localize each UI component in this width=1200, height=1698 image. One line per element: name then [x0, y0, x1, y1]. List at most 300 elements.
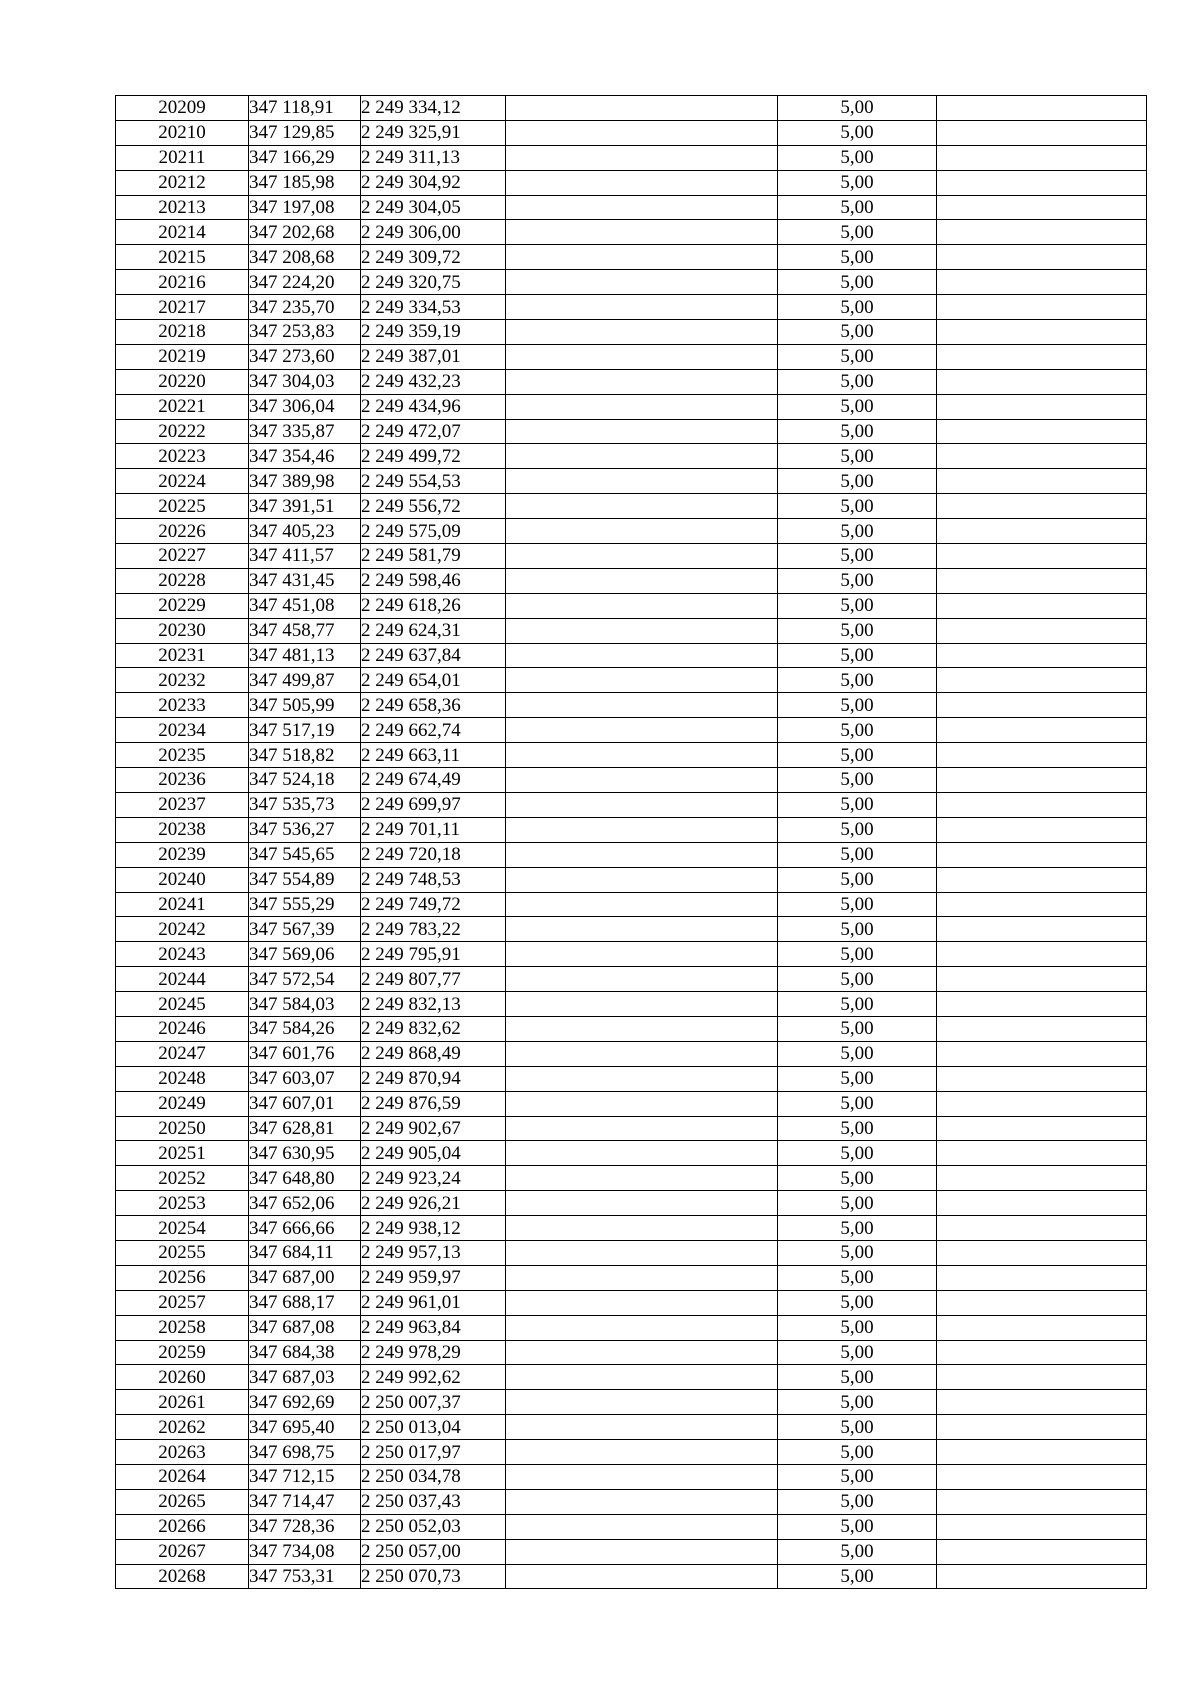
y-coordinate-cell: 2 249 499,72: [361, 444, 506, 469]
y-coordinate-cell: 2 249 720,18: [361, 842, 506, 867]
y-coordinate-cell: 2 249 432,23: [361, 369, 506, 394]
value-cell: 5,00: [778, 145, 937, 170]
empty-column-cell: [937, 120, 1147, 145]
point-number-cell: 20240: [116, 867, 249, 892]
y-coordinate-cell: 2 249 637,84: [361, 643, 506, 668]
value-cell: 5,00: [778, 544, 937, 569]
empty-column-cell: [937, 817, 1147, 842]
empty-column-cell: [506, 593, 778, 618]
table-row: [116, 394, 1147, 419]
table-row: [116, 444, 1147, 469]
x-coordinate-cell: 347 118,91: [249, 96, 361, 121]
empty-column-cell: [937, 992, 1147, 1017]
x-coordinate-cell: 347 481,13: [249, 643, 361, 668]
empty-column-cell: [937, 1290, 1147, 1315]
value-cell: 5,00: [778, 1390, 937, 1415]
y-coordinate-cell: 2 249 309,72: [361, 245, 506, 270]
empty-column-cell: [506, 1464, 778, 1489]
point-number-cell: 20229: [116, 593, 249, 618]
y-coordinate-cell: 2 250 013,04: [361, 1415, 506, 1440]
empty-column-cell: [937, 842, 1147, 867]
point-number-cell: 20245: [116, 992, 249, 1017]
x-coordinate-cell: 347 354,46: [249, 444, 361, 469]
empty-column-cell: [506, 1564, 778, 1589]
empty-column-cell: [506, 394, 778, 419]
y-coordinate-cell: 2 250 052,03: [361, 1514, 506, 1539]
point-number-cell: 20244: [116, 967, 249, 992]
empty-column-cell: [937, 1539, 1147, 1564]
x-coordinate-cell: 347 712,15: [249, 1464, 361, 1489]
empty-column-cell: [506, 768, 778, 793]
point-number-cell: 20268: [116, 1564, 249, 1589]
point-number-cell: 20252: [116, 1166, 249, 1191]
y-coordinate-cell: 2 249 832,62: [361, 1016, 506, 1041]
point-number-cell: 20266: [116, 1514, 249, 1539]
point-number-cell: 20267: [116, 1539, 249, 1564]
value-cell: 5,00: [778, 369, 937, 394]
empty-column-cell: [506, 519, 778, 544]
y-coordinate-cell: 2 249 832,13: [361, 992, 506, 1017]
empty-column-cell: [937, 768, 1147, 793]
point-number-cell: 20259: [116, 1340, 249, 1365]
y-coordinate-cell: 2 249 581,79: [361, 544, 506, 569]
table-row: [116, 817, 1147, 842]
table-row: [116, 1116, 1147, 1141]
empty-column-cell: [937, 892, 1147, 917]
empty-column-cell: [937, 394, 1147, 419]
x-coordinate-cell: 347 628,81: [249, 1116, 361, 1141]
x-coordinate-cell: 347 630,95: [249, 1141, 361, 1166]
value-cell: 5,00: [778, 768, 937, 793]
table-row: [116, 1141, 1147, 1166]
value-cell: 5,00: [778, 1116, 937, 1141]
table-row: [116, 1514, 1147, 1539]
point-number-cell: 20227: [116, 544, 249, 569]
x-coordinate-cell: 347 273,60: [249, 344, 361, 369]
value-cell: 5,00: [778, 817, 937, 842]
empty-column-cell: [506, 1265, 778, 1290]
table-row: [116, 917, 1147, 942]
value-cell: 5,00: [778, 1340, 937, 1365]
point-number-cell: 20258: [116, 1315, 249, 1340]
y-coordinate-cell: 2 249 306,00: [361, 220, 506, 245]
y-coordinate-cell: 2 249 902,67: [361, 1116, 506, 1141]
empty-column-cell: [937, 1191, 1147, 1216]
table-row: [116, 494, 1147, 519]
x-coordinate-cell: 347 545,65: [249, 842, 361, 867]
empty-column-cell: [506, 320, 778, 345]
table-row: [116, 992, 1147, 1017]
value-cell: 5,00: [778, 992, 937, 1017]
value-cell: 5,00: [778, 842, 937, 867]
y-coordinate-cell: 2 250 070,73: [361, 1564, 506, 1589]
value-cell: 5,00: [778, 469, 937, 494]
x-coordinate-cell: 347 166,29: [249, 145, 361, 170]
y-coordinate-cell: 2 250 034,78: [361, 1464, 506, 1489]
y-coordinate-cell: 2 249 663,11: [361, 743, 506, 768]
point-number-cell: 20262: [116, 1415, 249, 1440]
table-row: [116, 1240, 1147, 1265]
point-number-cell: 20210: [116, 120, 249, 145]
value-cell: 5,00: [778, 270, 937, 295]
y-coordinate-cell: 2 249 992,62: [361, 1365, 506, 1390]
point-number-cell: 20254: [116, 1216, 249, 1241]
point-number-cell: 20263: [116, 1440, 249, 1465]
empty-column-cell: [937, 792, 1147, 817]
empty-column-cell: [937, 1390, 1147, 1415]
y-coordinate-cell: 2 249 961,01: [361, 1290, 506, 1315]
point-number-cell: 20226: [116, 519, 249, 544]
y-coordinate-cell: 2 249 807,77: [361, 967, 506, 992]
x-coordinate-cell: 347 688,17: [249, 1290, 361, 1315]
x-coordinate-cell: 347 692,69: [249, 1390, 361, 1415]
empty-column-cell: [937, 195, 1147, 220]
table-row: [116, 344, 1147, 369]
empty-column-cell: [506, 270, 778, 295]
point-number-cell: 20230: [116, 618, 249, 643]
table-row: [116, 768, 1147, 793]
x-coordinate-cell: 347 304,03: [249, 369, 361, 394]
y-coordinate-cell: 2 249 978,29: [361, 1340, 506, 1365]
x-coordinate-cell: 347 555,29: [249, 892, 361, 917]
value-cell: 5,00: [778, 1564, 937, 1589]
point-number-cell: 20260: [116, 1365, 249, 1390]
value-cell: 5,00: [778, 195, 937, 220]
table-row: [116, 270, 1147, 295]
empty-column-cell: [506, 245, 778, 270]
value-cell: 5,00: [778, 718, 937, 743]
empty-column-cell: [937, 668, 1147, 693]
x-coordinate-cell: 347 517,19: [249, 718, 361, 743]
empty-column-cell: [937, 270, 1147, 295]
value-cell: 5,00: [778, 444, 937, 469]
x-coordinate-cell: 347 695,40: [249, 1415, 361, 1440]
value-cell: 5,00: [778, 1091, 937, 1116]
table-row: [116, 1464, 1147, 1489]
empty-column-cell: [937, 967, 1147, 992]
table-row: [116, 1340, 1147, 1365]
empty-column-cell: [937, 618, 1147, 643]
table-row: [116, 120, 1147, 145]
y-coordinate-cell: 2 249 923,24: [361, 1166, 506, 1191]
empty-column-cell: [506, 792, 778, 817]
empty-column-cell: [937, 718, 1147, 743]
empty-column-cell: [506, 544, 778, 569]
value-cell: 5,00: [778, 1265, 937, 1290]
y-coordinate-cell: 2 249 876,59: [361, 1091, 506, 1116]
table-row: [116, 1440, 1147, 1465]
value-cell: 5,00: [778, 1365, 937, 1390]
empty-column-cell: [506, 1216, 778, 1241]
empty-column-cell: [937, 1240, 1147, 1265]
value-cell: 5,00: [778, 1464, 937, 1489]
y-coordinate-cell: 2 250 017,97: [361, 1440, 506, 1465]
value-cell: 5,00: [778, 1539, 937, 1564]
point-number-cell: 20261: [116, 1390, 249, 1415]
y-coordinate-cell: 2 249 938,12: [361, 1216, 506, 1241]
x-coordinate-cell: 347 391,51: [249, 494, 361, 519]
x-coordinate-cell: 347 129,85: [249, 120, 361, 145]
x-coordinate-cell: 347 335,87: [249, 419, 361, 444]
x-coordinate-cell: 347 684,11: [249, 1240, 361, 1265]
x-coordinate-cell: 347 584,03: [249, 992, 361, 1017]
point-number-cell: 20246: [116, 1016, 249, 1041]
value-cell: 5,00: [778, 120, 937, 145]
x-coordinate-cell: 347 208,68: [249, 245, 361, 270]
empty-column-cell: [937, 544, 1147, 569]
empty-column-cell: [506, 195, 778, 220]
table-row: [116, 743, 1147, 768]
empty-column-cell: [937, 1041, 1147, 1066]
empty-column-cell: [506, 1166, 778, 1191]
point-number-cell: 20251: [116, 1141, 249, 1166]
empty-column-cell: [506, 1340, 778, 1365]
value-cell: 5,00: [778, 1240, 937, 1265]
empty-column-cell: [937, 96, 1147, 121]
empty-column-cell: [506, 992, 778, 1017]
y-coordinate-cell: 2 249 472,07: [361, 419, 506, 444]
empty-column-cell: [937, 1514, 1147, 1539]
table-row: [116, 544, 1147, 569]
empty-column-cell: [937, 693, 1147, 718]
value-cell: 5,00: [778, 170, 937, 195]
table-row: [116, 519, 1147, 544]
table-row: [116, 419, 1147, 444]
table-row: [116, 867, 1147, 892]
empty-column-cell: [506, 369, 778, 394]
empty-column-cell: [937, 743, 1147, 768]
value-cell: 5,00: [778, 419, 937, 444]
x-coordinate-cell: 347 253,83: [249, 320, 361, 345]
point-number-cell: 20235: [116, 743, 249, 768]
y-coordinate-cell: 2 249 618,26: [361, 593, 506, 618]
y-coordinate-cell: 2 249 926,21: [361, 1191, 506, 1216]
empty-column-cell: [506, 1116, 778, 1141]
x-coordinate-cell: 347 499,87: [249, 668, 361, 693]
empty-column-cell: [506, 643, 778, 668]
empty-column-cell: [506, 693, 778, 718]
empty-column-cell: [506, 1066, 778, 1091]
x-coordinate-cell: 347 185,98: [249, 170, 361, 195]
point-number-cell: 20265: [116, 1489, 249, 1514]
empty-column-cell: [506, 344, 778, 369]
empty-column-cell: [937, 295, 1147, 320]
empty-column-cell: [937, 344, 1147, 369]
value-cell: 5,00: [778, 1489, 937, 1514]
x-coordinate-cell: 347 572,54: [249, 967, 361, 992]
value-cell: 5,00: [778, 220, 937, 245]
empty-column-cell: [506, 419, 778, 444]
empty-column-cell: [937, 1016, 1147, 1041]
point-number-cell: 20211: [116, 145, 249, 170]
point-number-cell: 20209: [116, 96, 249, 121]
point-number-cell: 20243: [116, 942, 249, 967]
point-number-cell: 20221: [116, 394, 249, 419]
empty-column-cell: [506, 1539, 778, 1564]
table-row: [116, 718, 1147, 743]
empty-column-cell: [506, 96, 778, 121]
value-cell: 5,00: [778, 494, 937, 519]
value-cell: 5,00: [778, 743, 937, 768]
x-coordinate-cell: 347 687,00: [249, 1265, 361, 1290]
point-number-cell: 20223: [116, 444, 249, 469]
y-coordinate-cell: 2 249 870,94: [361, 1066, 506, 1091]
x-coordinate-cell: 347 518,82: [249, 743, 361, 768]
point-number-cell: 20248: [116, 1066, 249, 1091]
empty-column-cell: [937, 1340, 1147, 1365]
empty-column-cell: [937, 1315, 1147, 1340]
table-row: [116, 1216, 1147, 1241]
y-coordinate-cell: 2 249 957,13: [361, 1240, 506, 1265]
empty-column-cell: [937, 643, 1147, 668]
y-coordinate-cell: 2 249 387,01: [361, 344, 506, 369]
table-row: [116, 1564, 1147, 1589]
point-number-cell: 20219: [116, 344, 249, 369]
y-coordinate-cell: 2 249 359,19: [361, 320, 506, 345]
empty-column-cell: [506, 568, 778, 593]
y-coordinate-cell: 2 249 963,84: [361, 1315, 506, 1340]
point-number-cell: 20236: [116, 768, 249, 793]
table-row: [116, 1265, 1147, 1290]
value-cell: 5,00: [778, 320, 937, 345]
empty-column-cell: [937, 369, 1147, 394]
value-cell: 5,00: [778, 967, 937, 992]
value-cell: 5,00: [778, 693, 937, 718]
y-coordinate-cell: 2 249 701,11: [361, 817, 506, 842]
value-cell: 5,00: [778, 1166, 937, 1191]
empty-column-cell: [506, 967, 778, 992]
value-cell: 5,00: [778, 1216, 937, 1241]
empty-column-cell: [506, 1489, 778, 1514]
point-number-cell: 20242: [116, 917, 249, 942]
value-cell: 5,00: [778, 867, 937, 892]
table-row: [116, 1539, 1147, 1564]
point-number-cell: 20249: [116, 1091, 249, 1116]
y-coordinate-cell: 2 249 658,36: [361, 693, 506, 718]
x-coordinate-cell: 347 458,77: [249, 618, 361, 643]
x-coordinate-cell: 347 734,08: [249, 1539, 361, 1564]
x-coordinate-cell: 347 698,75: [249, 1440, 361, 1465]
y-coordinate-cell: 2 249 959,97: [361, 1265, 506, 1290]
value-cell: 5,00: [778, 1041, 937, 1066]
table-row: [116, 1390, 1147, 1415]
empty-column-cell: [506, 1041, 778, 1066]
x-coordinate-cell: 347 567,39: [249, 917, 361, 942]
point-number-cell: 20255: [116, 1240, 249, 1265]
table-row: [116, 469, 1147, 494]
point-number-cell: 20217: [116, 295, 249, 320]
point-number-cell: 20222: [116, 419, 249, 444]
y-coordinate-cell: 2 249 674,49: [361, 768, 506, 793]
x-coordinate-cell: 347 684,38: [249, 1340, 361, 1365]
empty-column-cell: [937, 245, 1147, 270]
table-row: [116, 1489, 1147, 1514]
table-row: [116, 967, 1147, 992]
y-coordinate-cell: 2 250 037,43: [361, 1489, 506, 1514]
table-row: [116, 1290, 1147, 1315]
value-cell: 5,00: [778, 1141, 937, 1166]
table-row: [116, 618, 1147, 643]
y-coordinate-cell: 2 249 624,31: [361, 618, 506, 643]
table-row: [116, 195, 1147, 220]
table-row: [116, 792, 1147, 817]
point-number-cell: 20256: [116, 1265, 249, 1290]
empty-column-cell: [937, 593, 1147, 618]
value-cell: 5,00: [778, 1514, 937, 1539]
empty-column-cell: [506, 1016, 778, 1041]
value-cell: 5,00: [778, 643, 937, 668]
x-coordinate-cell: 347 753,31: [249, 1564, 361, 1589]
y-coordinate-cell: 2 249 434,96: [361, 394, 506, 419]
empty-column-cell: [937, 494, 1147, 519]
point-number-cell: 20224: [116, 469, 249, 494]
table-row: [116, 693, 1147, 718]
x-coordinate-cell: 347 536,27: [249, 817, 361, 842]
table-row: [116, 1016, 1147, 1041]
y-coordinate-cell: 2 249 334,12: [361, 96, 506, 121]
x-coordinate-cell: 347 451,08: [249, 593, 361, 618]
point-number-cell: 20237: [116, 792, 249, 817]
table-row: [116, 1415, 1147, 1440]
x-coordinate-cell: 347 197,08: [249, 195, 361, 220]
empty-column-cell: [937, 867, 1147, 892]
empty-column-cell: [937, 170, 1147, 195]
table-row: [116, 1191, 1147, 1216]
point-number-cell: 20253: [116, 1191, 249, 1216]
x-coordinate-cell: 347 306,04: [249, 394, 361, 419]
empty-column-cell: [506, 842, 778, 867]
empty-column-cell: [506, 1091, 778, 1116]
point-number-cell: 20250: [116, 1116, 249, 1141]
empty-column-cell: [506, 494, 778, 519]
point-number-cell: 20233: [116, 693, 249, 718]
y-coordinate-cell: 2 249 304,92: [361, 170, 506, 195]
point-number-cell: 20257: [116, 1290, 249, 1315]
value-cell: 5,00: [778, 519, 937, 544]
empty-column-cell: [506, 1240, 778, 1265]
point-number-cell: 20213: [116, 195, 249, 220]
y-coordinate-cell: 2 249 783,22: [361, 917, 506, 942]
y-coordinate-cell: 2 249 325,91: [361, 120, 506, 145]
table-row: [116, 942, 1147, 967]
x-coordinate-cell: 347 648,80: [249, 1166, 361, 1191]
table-row: [116, 568, 1147, 593]
point-number-cell: 20218: [116, 320, 249, 345]
empty-column-cell: [506, 1440, 778, 1465]
table-row: [116, 295, 1147, 320]
value-cell: 5,00: [778, 1415, 937, 1440]
coordinates-table-body: [116, 96, 1147, 1589]
value-cell: 5,00: [778, 1191, 937, 1216]
x-coordinate-cell: 347 405,23: [249, 519, 361, 544]
x-coordinate-cell: 347 652,06: [249, 1191, 361, 1216]
empty-column-cell: [506, 469, 778, 494]
x-coordinate-cell: 347 584,26: [249, 1016, 361, 1041]
point-number-cell: 20220: [116, 369, 249, 394]
y-coordinate-cell: 2 250 007,37: [361, 1390, 506, 1415]
point-number-cell: 20231: [116, 643, 249, 668]
x-coordinate-cell: 347 687,08: [249, 1315, 361, 1340]
point-number-cell: 20214: [116, 220, 249, 245]
table-row: [116, 643, 1147, 668]
value-cell: 5,00: [778, 1315, 937, 1340]
x-coordinate-cell: 347 687,03: [249, 1365, 361, 1390]
x-coordinate-cell: 347 554,89: [249, 867, 361, 892]
table-row: [116, 1166, 1147, 1191]
empty-column-cell: [937, 444, 1147, 469]
x-coordinate-cell: 347 431,45: [249, 568, 361, 593]
value-cell: 5,00: [778, 1066, 937, 1091]
